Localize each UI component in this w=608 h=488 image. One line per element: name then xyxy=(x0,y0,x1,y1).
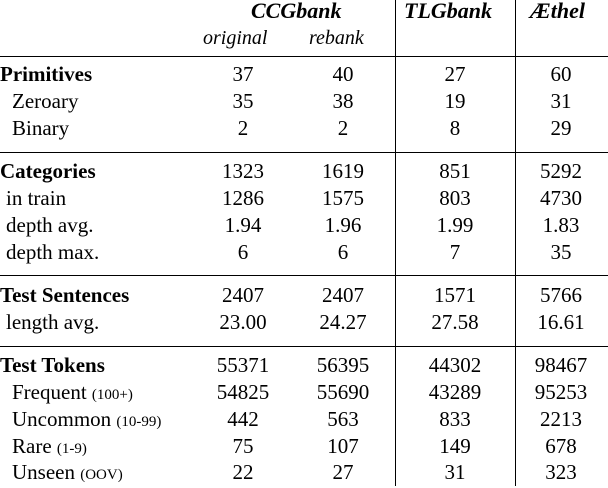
row-label: Zeroary xyxy=(12,89,79,113)
row-label: in train xyxy=(6,186,67,210)
cell-ccgbank-rebank: 107 xyxy=(327,434,359,458)
cell-tlgbank: 149 xyxy=(439,434,471,458)
row-length-avg xyxy=(0,312,608,338)
row-primitives xyxy=(0,64,608,90)
row-label-note: (OOV) xyxy=(80,467,123,483)
header-aethel: Æthel xyxy=(530,0,585,23)
cell-aethel: 98467 xyxy=(534,353,588,377)
cell-aethel: 323 xyxy=(545,460,577,484)
row-label xyxy=(12,436,87,457)
cell-tlgbank: 31 xyxy=(444,460,466,484)
row-label-text: Unseen xyxy=(12,460,75,484)
row-label: depth max. xyxy=(6,240,100,264)
row-label: Primitives xyxy=(0,62,93,86)
rule-primitives xyxy=(0,152,608,153)
row-categories xyxy=(0,161,608,187)
cell-aethel: 95253 xyxy=(534,380,588,404)
cell-ccgbank-original: 22 xyxy=(232,460,254,484)
row-test-tokens xyxy=(0,355,608,381)
row-zeroary xyxy=(0,91,608,117)
cell-ccgbank-rebank: 1575 xyxy=(322,186,364,210)
header-ccgbank-rebank: rebank xyxy=(309,27,364,49)
cell-aethel: 4730 xyxy=(540,186,582,210)
cell-tlgbank: 1571 xyxy=(434,283,476,307)
cell-ccgbank-original: 1323 xyxy=(222,159,264,183)
row-label-text: Rare xyxy=(12,434,52,458)
cell-ccgbank-rebank: 38 xyxy=(332,89,354,113)
cell-tlgbank: 8 xyxy=(449,116,461,140)
cell-ccgbank-rebank: 563 xyxy=(327,407,359,431)
cell-tlgbank: 833 xyxy=(439,407,471,431)
cell-aethel: 5766 xyxy=(540,283,582,307)
cell-ccgbank-rebank: 1.96 xyxy=(324,213,362,237)
row-label: length avg. xyxy=(6,310,100,334)
header-ccgbank-original: original xyxy=(203,27,268,49)
cell-aethel: 5292 xyxy=(540,159,582,183)
cell-ccgbank-rebank: 24.27 xyxy=(319,310,367,334)
row-label xyxy=(12,462,123,483)
cell-tlgbank: 27 xyxy=(444,62,466,86)
row-frequent xyxy=(0,382,608,408)
cell-ccgbank-rebank: 40 xyxy=(332,62,354,86)
rule-test-sentences xyxy=(0,346,608,347)
row-label: Binary xyxy=(12,116,70,140)
cell-ccgbank-rebank: 56395 xyxy=(316,353,370,377)
row-depth-max xyxy=(0,242,608,268)
row-label xyxy=(12,382,133,403)
row-label-text: Frequent xyxy=(12,380,87,404)
cell-ccgbank-original: 37 xyxy=(232,62,254,86)
row-binary xyxy=(0,118,608,144)
cell-aethel: 35 xyxy=(550,240,572,264)
cell-tlgbank: 1.99 xyxy=(436,213,474,237)
cell-aethel: 16.61 xyxy=(537,310,585,334)
row-label: Test Sentences xyxy=(0,283,130,307)
cell-aethel: 678 xyxy=(545,434,577,458)
cell-aethel: 60 xyxy=(550,62,572,86)
row-label: Categories xyxy=(0,159,96,183)
cell-ccgbank-original: 1286 xyxy=(222,186,264,210)
cell-ccgbank-original: 442 xyxy=(227,407,259,431)
row-label: depth avg. xyxy=(6,213,94,237)
cell-tlgbank: 7 xyxy=(449,240,461,264)
row-in-train xyxy=(0,188,608,214)
cell-aethel: 31 xyxy=(550,89,572,113)
row-label xyxy=(12,409,161,430)
row-uncommon xyxy=(0,409,608,435)
cell-ccgbank-original: 55371 xyxy=(216,353,270,377)
cell-ccgbank-original: 1.94 xyxy=(224,213,262,237)
cell-ccgbank-original: 6 xyxy=(237,240,249,264)
cell-tlgbank: 19 xyxy=(444,89,466,113)
cell-ccgbank-rebank: 1619 xyxy=(322,159,364,183)
cell-tlgbank: 44302 xyxy=(428,353,482,377)
cell-tlgbank: 803 xyxy=(439,186,471,210)
cell-tlgbank: 27.58 xyxy=(431,310,479,334)
cell-ccgbank-original: 2 xyxy=(237,116,249,140)
header-ccgbank: CCGbank xyxy=(251,0,342,23)
row-unseen xyxy=(0,462,608,488)
cell-ccgbank-original: 23.00 xyxy=(219,310,267,334)
cell-ccgbank-rebank: 2407 xyxy=(322,283,364,307)
cell-ccgbank-rebank: 2 xyxy=(337,116,349,140)
cell-aethel: 1.83 xyxy=(542,213,580,237)
row-label-text: Uncommon xyxy=(12,407,112,431)
cell-aethel: 2213 xyxy=(540,407,582,431)
cell-ccgbank-rebank: 27 xyxy=(332,460,354,484)
row-label-note: (1-9) xyxy=(56,441,87,457)
row-depth-avg xyxy=(0,215,608,241)
rule-categories xyxy=(0,275,608,276)
cell-tlgbank: 851 xyxy=(439,159,471,183)
header-tlgbank: TLGbank xyxy=(404,0,492,23)
row-label-note: (100+) xyxy=(91,387,133,403)
cell-ccgbank-rebank: 6 xyxy=(337,240,349,264)
cell-ccgbank-rebank: 55690 xyxy=(316,380,370,404)
row-rare xyxy=(0,436,608,462)
cell-ccgbank-original: 35 xyxy=(232,89,254,113)
cell-aethel: 29 xyxy=(550,116,572,140)
cell-ccgbank-original: 75 xyxy=(232,434,254,458)
row-label-note: (10-99) xyxy=(116,414,162,430)
row-label: Test Tokens xyxy=(0,353,105,377)
row-test-sentences xyxy=(0,285,608,311)
cell-ccgbank-original: 54825 xyxy=(216,380,270,404)
rule-header xyxy=(0,56,608,57)
cell-tlgbank: 43289 xyxy=(428,380,482,404)
cell-ccgbank-original: 2407 xyxy=(222,283,264,307)
